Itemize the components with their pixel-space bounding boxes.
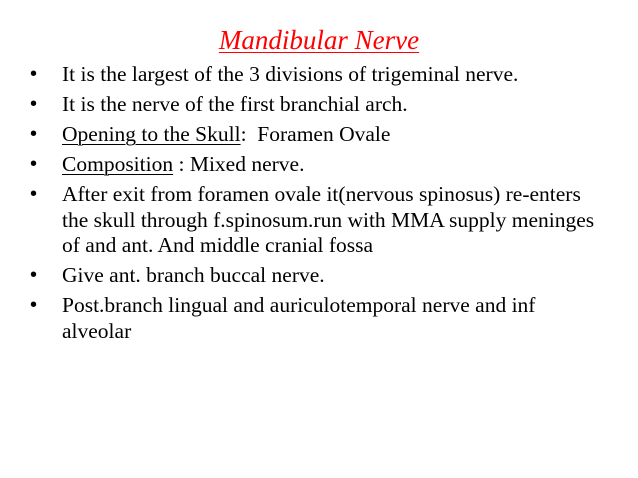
bullet-text: It is the nerve of the first branchial arch. xyxy=(62,92,408,116)
bullet-text: : Foramen Ovale xyxy=(240,122,391,146)
bullet-item xyxy=(30,293,605,344)
bullet-text: Post.branch lingual and auriculotemporal nerve and inf alveolar xyxy=(62,293,536,343)
bullet-text: After exit from foramen ovale it(nervous spinosus) re-enters the skull through f.spinosum.run with MMA supply meninges of and ant. And middle cranial fossa xyxy=(62,182,595,257)
bullet-icon: • xyxy=(30,63,38,85)
bullet-item xyxy=(30,152,605,178)
bullet-item xyxy=(30,92,605,118)
bullet-label: Composition xyxy=(62,152,174,176)
bullet-text: Give ant. branch buccal nerve. xyxy=(62,263,325,287)
slide-title: Mandibular Nerve xyxy=(218,25,420,55)
bullet-icon: • xyxy=(30,183,38,205)
bullet-icon: • xyxy=(30,123,38,145)
bullet-item xyxy=(30,62,605,88)
bullet-item xyxy=(30,263,605,289)
bullet-icon: • xyxy=(30,93,38,115)
bullet-list xyxy=(30,62,605,349)
bullet-item xyxy=(30,182,605,259)
bullet-text: It is the largest of the 3 divisions of trigeminal nerve. xyxy=(62,62,519,86)
bullet-icon: • xyxy=(30,153,38,175)
bullet-item xyxy=(30,122,605,148)
bullet-label: Opening to the Skull xyxy=(62,122,241,146)
bullet-text: : Mixed nerve. xyxy=(173,152,305,176)
bullet-icon: • xyxy=(30,264,38,286)
bullet-icon: • xyxy=(30,294,38,316)
